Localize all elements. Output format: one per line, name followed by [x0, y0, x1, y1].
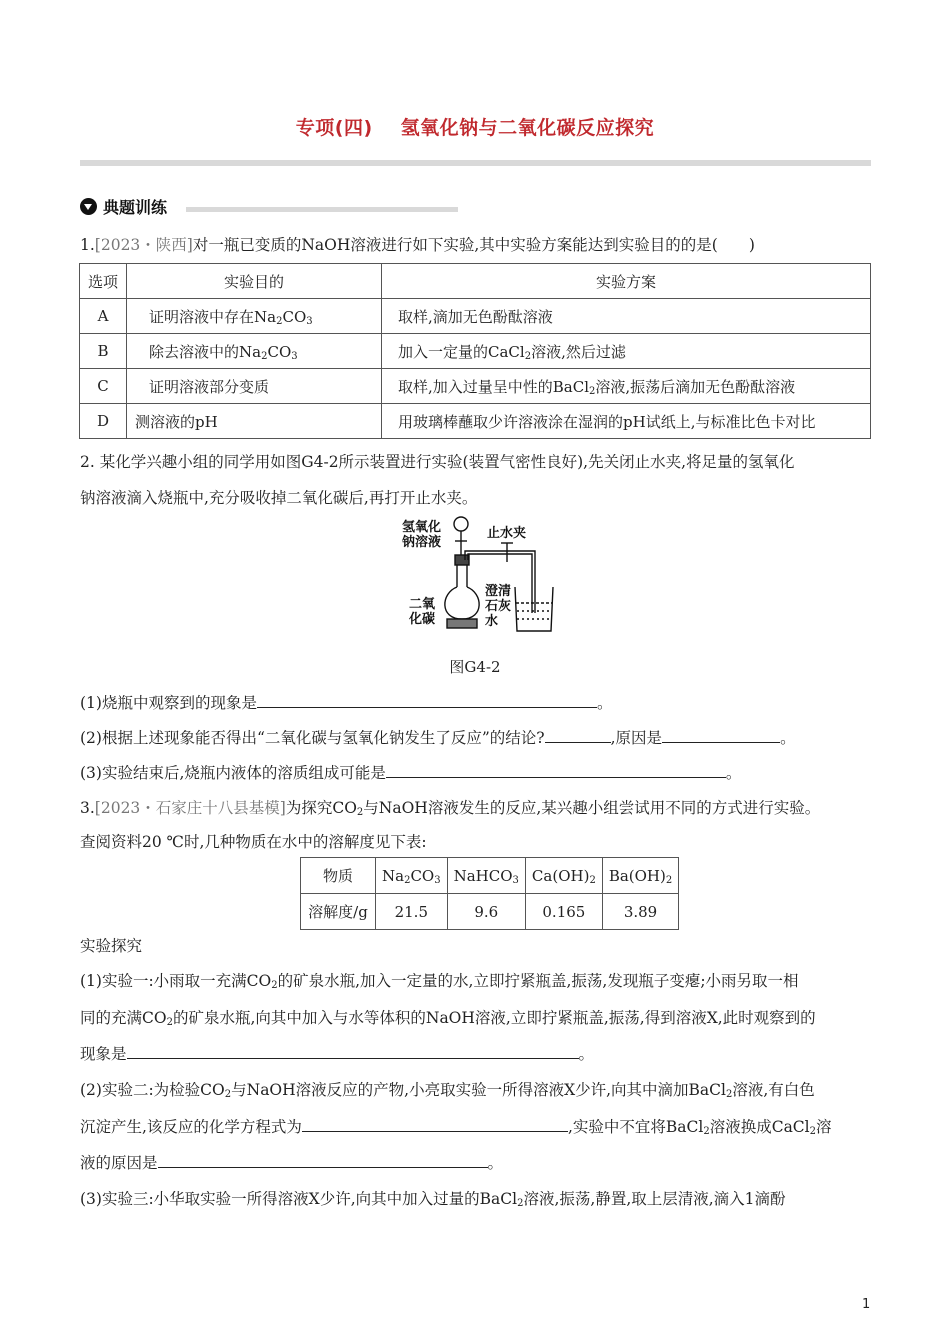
label-lime-2: 石灰	[485, 599, 512, 614]
goal-cell: 除去溶液中的$Na_2CO_3$	[127, 334, 382, 369]
q3-p2-line3: 液的原因是 。	[80, 1154, 504, 1172]
table-row	[80, 404, 871, 439]
table-header-row	[80, 264, 871, 299]
title-part1: 专项(四)	[295, 117, 373, 139]
q2-sub2: (2)根据上述现象能否得出“二氧化碳与氢氧化钠发生了反应”的结论? ,原因是 。	[80, 729, 796, 747]
q3-line1: 3.[2023・石家庄十八县基模]为探究$CO_2$与NaOH溶液发生的反应,某兴趣小组尝试用不同的方式进行实验。	[80, 799, 821, 818]
option-cell: D	[80, 404, 127, 439]
q1-stem	[80, 234, 755, 256]
label-naoh-2: 钠溶液	[402, 535, 442, 550]
answer-blank[interactable]	[662, 727, 780, 743]
section-heading-text: 典题训练	[103, 197, 168, 217]
answer-blank[interactable]	[158, 1152, 488, 1168]
q3-line2: 查阅资料20 ℃时,几种物质在水中的溶解度见下表:	[80, 833, 427, 851]
q3-explore: 实验探究	[80, 937, 143, 955]
q1-number: 1.	[80, 236, 95, 254]
option-cell: B	[80, 334, 127, 369]
goal-cell: 证明溶液部分变质	[127, 369, 382, 404]
answer-blank[interactable]	[545, 727, 611, 743]
solubility-table	[300, 857, 679, 930]
q3-p1-line1: (1)实验一:小雨取一充满$CO_2$的矿泉水瓶,加入一定量的水,立即拧紧瓶盖,振荡,发现瓶子变瘪;小雨另取一相	[80, 972, 799, 991]
label-naoh-1: 氢氧化	[402, 520, 442, 535]
label-co2-2: 化碳	[409, 612, 436, 627]
triangle-down-icon	[80, 198, 97, 215]
answer-blank[interactable]	[386, 762, 726, 778]
table-cell: 21.5	[376, 894, 448, 930]
table-row	[301, 894, 679, 930]
section-heading	[80, 195, 167, 217]
page-title	[0, 113, 950, 140]
label-co2-1: 二氧	[409, 597, 436, 612]
plan-cell: 用玻璃棒蘸取少许溶液涂在湿润的pH试纸上,与标准比色卡对比	[382, 404, 871, 439]
table-cell: 9.6	[447, 894, 525, 930]
goal-cell: 测溶液的pH	[127, 404, 382, 439]
table-header-cell: 实验方案	[382, 264, 871, 299]
figure-caption: 图G4-2	[449, 658, 501, 676]
page-number: 1	[862, 1297, 871, 1312]
table-cell: 0.165	[525, 894, 602, 930]
q1-source: [2023・陕西]	[94, 236, 193, 254]
plan-cell: 加入一定量的CaCl$_2$溶液,然后过滤	[382, 334, 871, 369]
q2-sub3: (3)实验结束后,烧瓶内液体的溶质组成可能是 。	[80, 764, 742, 782]
q1-text: 对一瓶已变质的NaOH溶液进行如下实验,其中实验方案能达到实验目的的是( )	[192, 236, 755, 254]
table-cell: 溶解度/g	[301, 894, 376, 930]
table-header-cell: 选项	[80, 264, 127, 299]
table-header-cell: $Ba(OH)_2$	[602, 858, 678, 894]
q3-p2-line2: 沉淀产生,该反应的化学方程式为 ,实验中不宜将BaCl$_2$溶液换成CaCl$_2$溶	[80, 1118, 832, 1137]
plan-cell: 取样,加入过量呈中性的BaCl$_2$溶液,振荡后滴加无色酚酞溶液	[382, 369, 871, 404]
label-lime-1: 澄清	[485, 584, 512, 599]
table-header-cell: $Ca(OH)_2$	[525, 858, 602, 894]
table-row	[80, 369, 871, 404]
table-header-cell: 物质	[301, 858, 376, 894]
q3-p2-line1: (2)实验二:为检验$CO_2$与NaOH溶液反应的产物,小亮取实验一所得溶液X少许,向其中滴加BaCl$_2$溶液,有白色	[80, 1081, 815, 1100]
table-header-cell: $Na_2CO_3$	[376, 858, 448, 894]
q2-line2: 钠溶液滴入烧瓶中,充分吸收掉二氧化碳后,再打开止水夹。	[80, 489, 478, 507]
q2-sub1: (1)烧瓶中观察到的现象是 。	[80, 694, 613, 712]
table-header-cell: 实验目的	[127, 264, 382, 299]
section-heading-bar	[186, 207, 458, 212]
apparatus-figure	[395, 515, 565, 635]
title-part2: 氢氧化钠与二氧化碳反应探究	[400, 117, 655, 139]
goal-cell: 证明溶液中存在$Na_2CO_3$	[127, 299, 382, 334]
table-row	[80, 299, 871, 334]
option-cell: A	[80, 299, 127, 334]
plan-cell: 取样,滴加无色酚酞溶液	[382, 299, 871, 334]
title-divider	[80, 160, 871, 166]
answer-blank[interactable]	[127, 1043, 579, 1059]
q2-line1: 2. 某化学兴趣小组的同学用如图G4-2所示装置进行实验(装置气密性良好),先关闭止水夹,将足量的氢氧化	[80, 453, 795, 471]
q3-p1-line3: 现象是 。	[80, 1045, 595, 1063]
option-cell: C	[80, 369, 127, 404]
label-clamp: 止水夹	[487, 526, 527, 541]
q1-table	[79, 263, 871, 439]
q3-p3-line1: (3)实验三:小华取实验一所得溶液X少许,向其中加入过量的BaCl$_2$溶液,振荡,静置,取上层清液,滴入1滴酚	[80, 1190, 786, 1209]
answer-blank[interactable]	[257, 692, 597, 708]
answer-blank[interactable]	[302, 1116, 568, 1132]
table-header-row	[301, 858, 679, 894]
label-lime-3: 水	[485, 614, 499, 629]
q3-p1-line2: 同的充满$CO_2$的矿泉水瓶,向其中加入与水等体积的NaOH溶液,立即拧紧瓶盖,振荡,得到溶液X,此时观察到的	[80, 1009, 816, 1028]
table-row	[80, 334, 871, 369]
table-header-cell: NaHCO$_3$	[447, 858, 525, 894]
table-cell: 3.89	[602, 894, 678, 930]
